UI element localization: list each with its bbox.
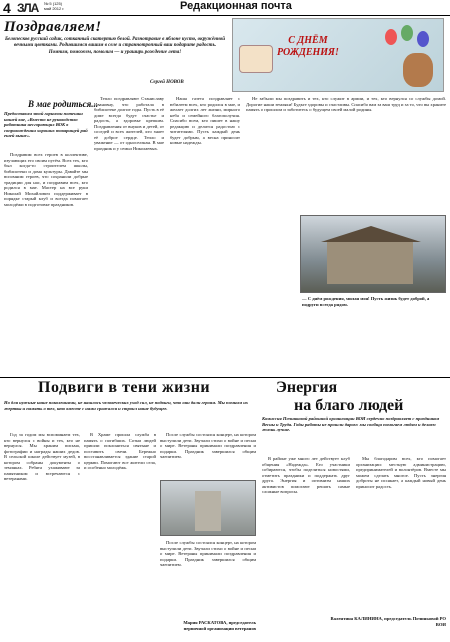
paragraph: Наша газета поздравляет с юбилеем всех, кто родился в мае, и желает долгих лет жизни, мирного неба и семейного благополучия. Спасибо всем, кто пишет в нашу редакцию и делится радостью с читателями. Пусть каждый день будет добрым, а весна приносит новые надежды. <box>170 96 240 145</box>
paragraph: В Храме прошла служба в память о погибших. Сотни людей пришли поклониться святыне и поставить свечи. Бережно восстанавливается здание старой церкви. Помогают все жители села, и особенно молодёжь. <box>84 432 156 470</box>
issue-info <box>44 1 64 11</box>
paragraph: Не забыли мы поздравить и тех, кто служит в армии, и тех, кто вернулся со службы домой. Дорогие наши земляки! Будьте здоровы и счастливы. Спасибо вам за ваш труд и за то, что вы храните память о прошлом и заботитесь о будущем своей малой родины. <box>246 96 446 112</box>
greeting-signature: Сергей НОВОВ <box>150 80 184 85</box>
article-birth-column-4 <box>246 96 446 212</box>
article-heroes-title: Подвиги в тени жизни <box>38 379 211 396</box>
article-birth-column-2 <box>94 96 164 374</box>
article-energy-lead: Комиссия Починковой районной организации ВОИ сердечно поздравляет с праздником Весны и Труда. Годы работы не прошли даром: мы сообща помогаем людям и делаем жизнь лучше. <box>262 416 440 432</box>
birthday-postcard-image <box>232 18 444 92</box>
issue-date: май 2012 г. <box>44 6 65 11</box>
article-birth-column-1 <box>4 152 88 374</box>
balloon-icon <box>417 31 429 47</box>
greeting-title: Поздравляем! <box>4 19 102 35</box>
article-birth-column-3 <box>170 96 240 374</box>
article-heroes-column-4 <box>160 540 256 618</box>
newspaper-logo: ЗЛА <box>17 1 39 15</box>
church-photo <box>160 480 256 536</box>
article-energy-column-1 <box>262 456 350 614</box>
greeting-text: Белопесков русский садик, сотканный скатертью белой. Разнотравие в яблоне кусто, окружённой вечными цветками. Родившимся вашим в селе и страннотропный ваш подарите радость. Помним, поможем, помолим — и ураширь рождение лета! <box>4 37 226 55</box>
postcard-text: С ДНЁМ РОЖДЕНИЯ! <box>277 35 339 58</box>
article-heroes-column-3 <box>160 432 256 478</box>
article-birth-title: В мае родиться... <box>28 99 99 109</box>
article-energy-title-line1: Энергия <box>276 379 338 396</box>
article-heroes-lead: Но для нужные наше поколениями, не нашлось человеческих уход сил, не подвиги, что они дали героям. Мы помним их жертвы и память о тех, кто вместе с нами сражался и строил наше будущее. <box>4 400 249 411</box>
paragraph: После службы состоялся концерт, на котором выступили дети. Звучали стихи о войне и песни о мире. Ветераны принимали поздравления и подарки. Праздник завершился общим чаепитием. <box>160 540 256 567</box>
paragraph: Тепло поздравляют Станиславу Ивановну, что работала в библиотеке долгие годы. Пусть в её доме всегда будут счастье и радость, а здоровье крепким. Поздравления от внуков и детей, от соседей и всех жителей, кто знает её доброе сердце. Тепло и уважение — от односельчан. В мае праздник и у семьи Николаевых. <box>94 96 164 151</box>
article-energy-title-line2: на благо людей <box>294 397 404 414</box>
article-heroes-column-2 <box>84 432 156 638</box>
paragraph: Год за годом мы вспоминаем тех, кто вернулся с войны и тех, кто не вернулся. Мы храним письма, фотографии и награды наших дедов. В сельской школе действует музей, в котором собраны документы о земляках. Ребята ухаживают за памятником и встречаются с ветеранами. <box>4 432 80 481</box>
house-photo-caption: — С днём рождения, милая моя! Пусть жизнь будет доброй, а подруги всегда рядом. <box>302 296 430 307</box>
article-energy-column-2 <box>356 456 446 614</box>
article-heroes-column-1 <box>4 432 80 638</box>
balloon-icon <box>401 25 413 41</box>
article-birth-intro: Предоставим этой гарнизон потешки нашей вне, «Вместо не руководство работника несгорающих ВОК в сопровождении хороших товарищей рай ешей выше». <box>4 111 88 138</box>
paragraph: Поздравим всех героев в коллективе, изучающих его своим путём. Всех тех, кто был когда-то строителем школы, библиотеки и дома культуры. Давайте мы вспомним героев, что сохранили добрые традиции для нас, и поздравим всех, кто родился в мае. Мастер на все руки Николай Михайлович поддерживает в порядке старый клуб и всегда помогает молодёжи в подготовке праздников. <box>4 152 88 207</box>
paragraph: После службы состоялся концерт, на котором выступили дети. Звучали стихи о войне и песни о мире. Ветераны принимали поздравления и подарки. Праздник завершился общим чаепитием. <box>160 432 256 459</box>
page-header <box>0 0 450 16</box>
section-divider <box>0 377 450 378</box>
church-photo-caption: Мария РАСКАТОВА, председатель первичной организации ветеранов <box>183 620 256 631</box>
teddy-bear-icon <box>403 53 433 87</box>
balloon-icon <box>385 29 397 45</box>
paragraph: Мы благодарим всех, кто помогает организации: местную администрацию, предпринимателей и волонтёров. Вместе мы можем сделать многое. Пусть энергия доброты не иссякает, а каждый новый день приносит радость. <box>356 456 446 489</box>
article-energy-signature: Валентина КАЛИНИНА, председатель Починковой РО ВОИ <box>330 616 446 627</box>
issue-number: № 5 (125) <box>44 1 63 6</box>
page-number: 4 <box>3 0 11 16</box>
house-photo <box>300 215 446 293</box>
paragraph: В районе уже много лет действует клуб общения «Надежда». Его участники собираются, чтобы поделиться новостями, отметить праздники и поддержать друг друга. Энергия и оптимизм наших активистов помогают решать самые сложные вопросы. <box>262 456 350 494</box>
section-title: Редакционная почта <box>180 0 292 12</box>
cake-icon <box>239 45 273 73</box>
